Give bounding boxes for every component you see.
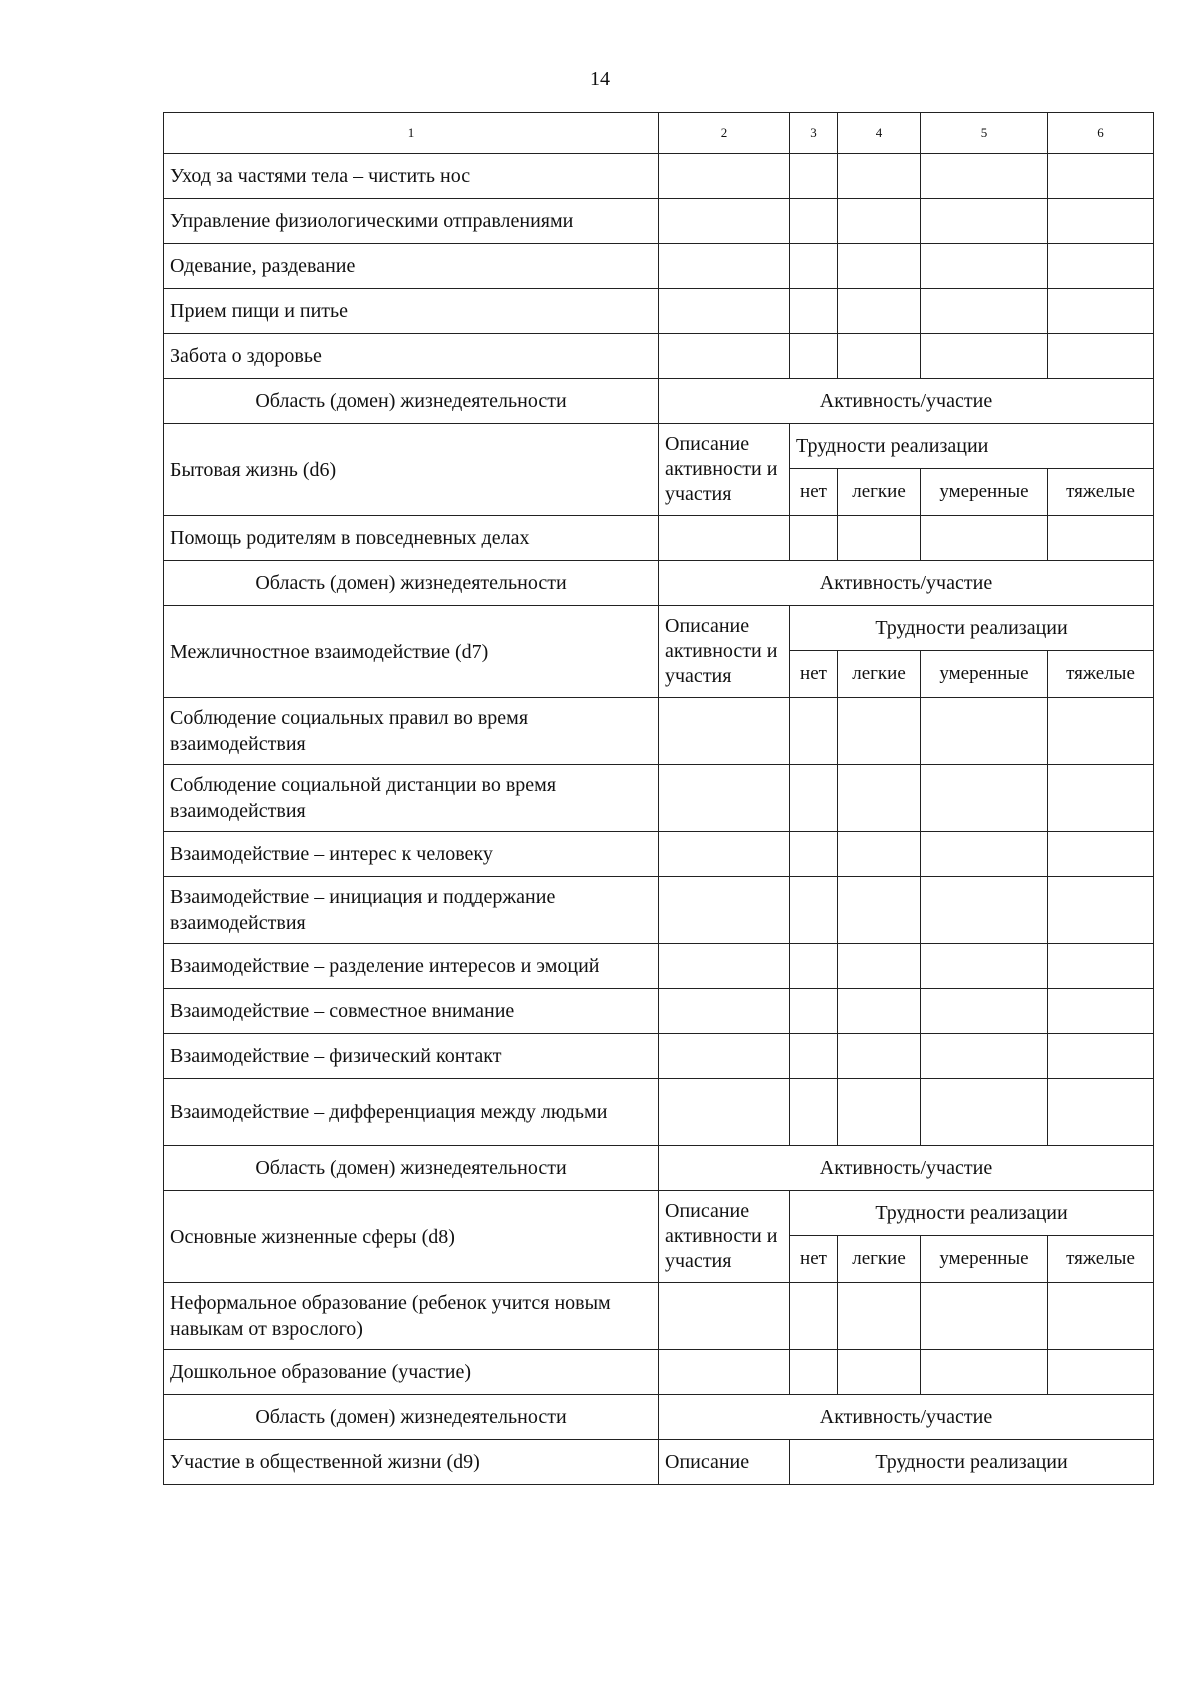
description-cell[interactable] (659, 832, 790, 877)
rating-cell[interactable] (838, 944, 921, 989)
section-title: Участие в общественной жизни (d9) (164, 1440, 659, 1485)
rating-cell[interactable] (921, 989, 1048, 1034)
rating-cell[interactable] (790, 154, 838, 199)
column-number: 3 (790, 113, 838, 154)
activity-header: Активность/участие (659, 561, 1154, 606)
rating-cell[interactable] (1048, 698, 1154, 765)
section-title-row (164, 1191, 1154, 1236)
domain-header-row (164, 1395, 1154, 1440)
table-row (164, 832, 1154, 877)
rating-cell[interactable] (838, 289, 921, 334)
rating-cell[interactable] (790, 289, 838, 334)
activity-label: Взаимодействие – интерес к человеку (164, 832, 659, 877)
rating-cell[interactable] (921, 1034, 1048, 1079)
rating-cell[interactable] (790, 1034, 838, 1079)
table-row (164, 989, 1154, 1034)
rating-cell[interactable] (838, 1350, 921, 1395)
activity-assessment-table (163, 112, 1154, 1485)
rating-cell[interactable] (790, 334, 838, 379)
description-cell[interactable] (659, 516, 790, 561)
difficulties-header: Трудности реализации (790, 424, 1154, 469)
activity-label: Взаимодействие – инициация и поддержание взаимодействия (164, 877, 659, 944)
rating-cell[interactable] (1048, 334, 1154, 379)
level-none: нет (790, 1236, 838, 1283)
table-row (164, 1079, 1154, 1146)
activity-label: Взаимодействие – совместное внимание (164, 989, 659, 1034)
rating-cell[interactable] (790, 1283, 838, 1350)
description-cell[interactable] (659, 877, 790, 944)
rating-cell[interactable] (1048, 832, 1154, 877)
activity-label: Помощь родителям в повседневных делах (164, 516, 659, 561)
rating-cell[interactable] (921, 244, 1048, 289)
rating-cell[interactable] (790, 765, 838, 832)
rating-cell[interactable] (921, 516, 1048, 561)
rating-cell[interactable] (921, 199, 1048, 244)
level-severe: тяжелые (1048, 469, 1154, 516)
section-title-row (164, 606, 1154, 651)
description-cell[interactable] (659, 989, 790, 1034)
table-row (164, 244, 1154, 289)
level-severe: тяжелые (1048, 651, 1154, 698)
rating-cell[interactable] (921, 289, 1048, 334)
rating-cell[interactable] (838, 199, 921, 244)
table-row (164, 1034, 1154, 1079)
rating-cell[interactable] (838, 244, 921, 289)
domain-header-row (164, 379, 1154, 424)
rating-cell[interactable] (921, 765, 1048, 832)
description-header-short: Описание (659, 1440, 790, 1485)
table-row (164, 334, 1154, 379)
domain-header: Область (домен) жизнедеятельности (164, 1395, 659, 1440)
column-number: 2 (659, 113, 790, 154)
description-cell[interactable] (659, 1034, 790, 1079)
description-cell[interactable] (659, 244, 790, 289)
activity-label: Прием пищи и питье (164, 289, 659, 334)
rating-cell[interactable] (1048, 1034, 1154, 1079)
activity-label: Управление физиологическими отправлениями (164, 199, 659, 244)
description-cell[interactable] (659, 334, 790, 379)
difficulties-header: Трудности реализации (790, 606, 1154, 651)
rating-cell[interactable] (838, 334, 921, 379)
table-row (164, 154, 1154, 199)
activity-label: Взаимодействие – физический контакт (164, 1034, 659, 1079)
rating-cell[interactable] (838, 1034, 921, 1079)
rating-cell[interactable] (1048, 1079, 1154, 1146)
column-number: 5 (921, 113, 1048, 154)
activity-label: Взаимодействие – дифференциация между людьми (164, 1079, 659, 1146)
level-mild: легкие (838, 1236, 921, 1283)
rating-cell[interactable] (838, 154, 921, 199)
level-none: нет (790, 469, 838, 516)
rating-cell[interactable] (790, 199, 838, 244)
rating-cell[interactable] (1048, 154, 1154, 199)
description-cell[interactable] (659, 1283, 790, 1350)
domain-header: Область (домен) жизнедеятельности (164, 561, 659, 606)
table-row (164, 516, 1154, 561)
activity-label: Уход за частями тела – чистить нос (164, 154, 659, 199)
rating-cell[interactable] (838, 989, 921, 1034)
rating-cell[interactable] (838, 832, 921, 877)
rating-cell[interactable] (921, 154, 1048, 199)
description-cell[interactable] (659, 765, 790, 832)
rating-cell[interactable] (921, 944, 1048, 989)
domain-header-row (164, 1146, 1154, 1191)
rating-cell[interactable] (1048, 989, 1154, 1034)
description-cell[interactable] (659, 289, 790, 334)
rating-cell[interactable] (790, 1350, 838, 1395)
table-row (164, 1350, 1154, 1395)
rating-cell[interactable] (838, 877, 921, 944)
column-number: 1 (164, 113, 659, 154)
rating-cell[interactable] (921, 1283, 1048, 1350)
column-number: 6 (1048, 113, 1154, 154)
domain-header-row (164, 561, 1154, 606)
description-cell[interactable] (659, 199, 790, 244)
rating-cell[interactable] (921, 334, 1048, 379)
activity-label: Соблюдение социальной дистанции во время взаимодействия (164, 765, 659, 832)
section-title: Бытовая жизнь (d6) (164, 424, 659, 516)
table-row (164, 1283, 1154, 1350)
rating-cell[interactable] (1048, 199, 1154, 244)
activity-label: Дошкольное образование (участие) (164, 1350, 659, 1395)
rating-cell[interactable] (790, 944, 838, 989)
rating-cell[interactable] (838, 516, 921, 561)
table-row (164, 877, 1154, 944)
rating-cell[interactable] (790, 989, 838, 1034)
rating-cell[interactable] (790, 1079, 838, 1146)
rating-cell[interactable] (1048, 289, 1154, 334)
domain-header: Область (домен) жизнедеятельности (164, 1146, 659, 1191)
rating-cell[interactable] (921, 1350, 1048, 1395)
section-title: Основные жизненные сферы (d8) (164, 1191, 659, 1283)
description-cell[interactable] (659, 698, 790, 765)
activity-label: Неформальное образование (ребенок учится новым навыкам от взрослого) (164, 1283, 659, 1350)
rating-cell[interactable] (1048, 1283, 1154, 1350)
description-header: Описание активности и участия (659, 1191, 790, 1283)
level-moderate: умеренные (921, 1236, 1048, 1283)
level-moderate: умеренные (921, 469, 1048, 516)
rating-cell[interactable] (1048, 877, 1154, 944)
rating-cell[interactable] (1048, 516, 1154, 561)
difficulties-header: Трудности реализации (790, 1191, 1154, 1236)
difficulties-header: Трудности реализации (790, 1440, 1154, 1485)
activity-label: Забота о здоровье (164, 334, 659, 379)
description-header: Описание активности и участия (659, 606, 790, 698)
rating-cell[interactable] (921, 877, 1048, 944)
table-row (164, 289, 1154, 334)
level-mild: легкие (838, 651, 921, 698)
level-moderate: умеренные (921, 651, 1048, 698)
domain-header: Область (домен) жизнедеятельности (164, 379, 659, 424)
table-row (164, 765, 1154, 832)
activity-label: Соблюдение социальных правил во время взаимодействия (164, 698, 659, 765)
rating-cell[interactable] (790, 516, 838, 561)
rating-cell[interactable] (790, 832, 838, 877)
page-number: 14 (590, 68, 610, 90)
description-header: Описание активности и участия (659, 424, 790, 516)
activity-label: Взаимодействие – разделение интересов и эмоций (164, 944, 659, 989)
rating-cell[interactable] (838, 1283, 921, 1350)
section-title-row (164, 424, 1154, 469)
level-mild: легкие (838, 469, 921, 516)
column-number: 4 (838, 113, 921, 154)
description-cell[interactable] (659, 1079, 790, 1146)
rating-cell[interactable] (790, 877, 838, 944)
description-cell[interactable] (659, 1350, 790, 1395)
rating-cell[interactable] (838, 765, 921, 832)
rating-cell[interactable] (838, 1079, 921, 1146)
column-number-row (164, 113, 1154, 154)
activity-header: Активность/участие (659, 379, 1154, 424)
section-title: Межличностное взаимодействие (d7) (164, 606, 659, 698)
rating-cell[interactable] (1048, 765, 1154, 832)
rating-cell[interactable] (790, 244, 838, 289)
activity-header: Активность/участие (659, 1395, 1154, 1440)
rating-cell[interactable] (1048, 244, 1154, 289)
rating-cell[interactable] (790, 698, 838, 765)
level-severe: тяжелые (1048, 1236, 1154, 1283)
section-title-row (164, 1440, 1154, 1485)
rating-cell[interactable] (1048, 1350, 1154, 1395)
description-cell[interactable] (659, 944, 790, 989)
rating-cell[interactable] (921, 832, 1048, 877)
activity-label: Одевание, раздевание (164, 244, 659, 289)
table-row (164, 199, 1154, 244)
rating-cell[interactable] (921, 1079, 1048, 1146)
table-row (164, 698, 1154, 765)
table-row (164, 944, 1154, 989)
activity-header: Активность/участие (659, 1146, 1154, 1191)
level-none: нет (790, 651, 838, 698)
rating-cell[interactable] (1048, 944, 1154, 989)
rating-cell[interactable] (921, 698, 1048, 765)
rating-cell[interactable] (838, 698, 921, 765)
description-cell[interactable] (659, 154, 790, 199)
